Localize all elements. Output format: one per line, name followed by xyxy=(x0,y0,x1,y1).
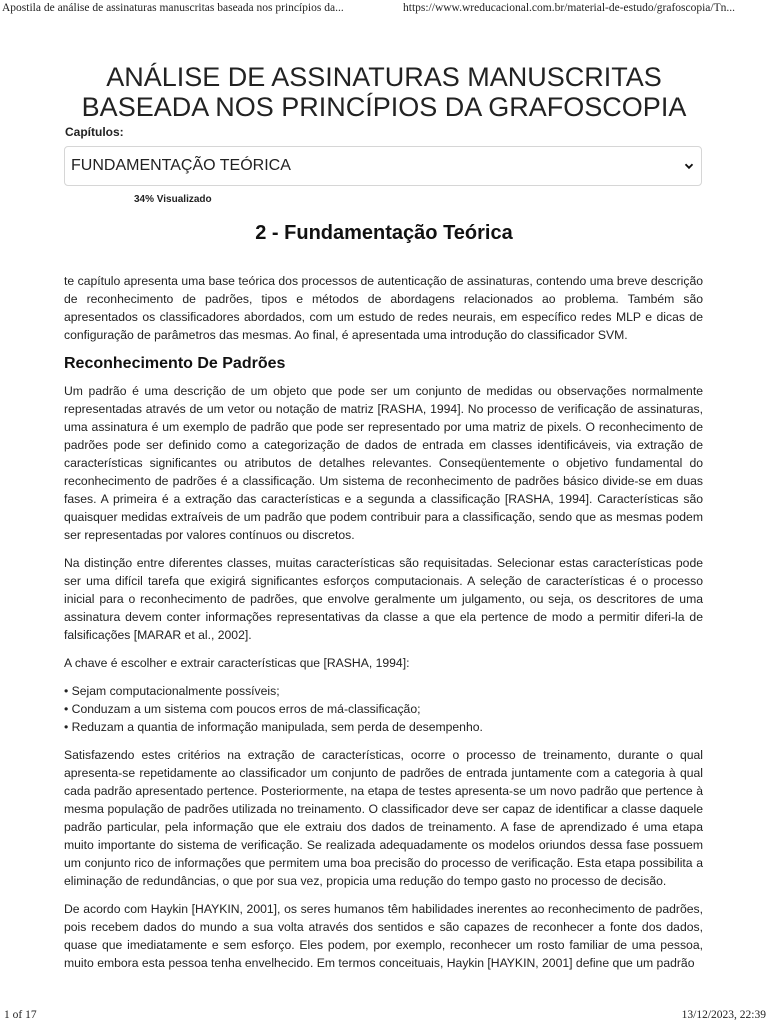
list-item: • Sejam computacionalmente possíveis; xyxy=(64,684,280,698)
paragraph-1: Um padrão é uma descrição de um objeto que pode ser um conjunto de medidas ou observações normalmente representadas através de um vetor ou notação de matriz [RASHA, 1994]. No processo de verificação de assinaturas, uma assinatura é um exemplo de padrão que pode ser representado por uma matriz de pixels. O reconhecimento de padrões pode ser definido como a categorização de dados de entrada em classes identificáveis, via extração de características significantes ou atributos de detalhes relevantes. Conseqüentemente o objetivo fundamental do reconhecimento de padrões é a classificação. Um sistema de reconhecimento de padrões básico divide-se em duas fases. A primeira é a extração das características e a segunda a classificação [RASHA, 1994]. Características são quaisquer medidas extraíveis de um padrão que podem contribuir para a classificação, sendo que as mesmas podem ser representadas por valores contínuos ou discretos. xyxy=(64,384,703,542)
paragraph-5: De acordo com Haykin [HAYKIN, 2001], os seres humanos têm habilidades inerentes ao reconhecimento de padrões, pois recebem dados do mundo a sua volta através dos sentidos e são capazes de reconhecer a fonte dos dados, quase que imediatamente e sem esforço. Eles podem, por exemplo, reconhecer um rosto familiar de uma pessoa, muito embora esta pessoa tenha envelhecido. Em termos conceituais, Haykin [HAYKIN, 2001] define que um padrão xyxy=(64,902,703,970)
print-header-url: https://www.wreducacional.com.br/material-de-estudo/grafoscopia/Tn... xyxy=(403,2,736,14)
section-heading: 2 - Fundamentação Teórica xyxy=(255,222,513,244)
chevron-down-icon xyxy=(684,161,694,171)
chapter-select-value: FUNDAMENTAÇÃO TEÓRICA xyxy=(71,157,291,174)
list-item: • Conduzam a um sistema com poucos erros de má-classificação; xyxy=(64,702,421,716)
page-title-line-2: BASEADA NOS PRINCÍPIOS DA GRAFOSCOPIA xyxy=(81,92,687,122)
print-datetime: 13/12/2023, 22:39 xyxy=(681,1009,766,1021)
page-title xyxy=(64,62,704,122)
intro-paragraph: te capítulo apresenta uma base teórica dos processos de autenticação de assinaturas, contendo uma breve descrição de reconhecimento de padrões, tipos e métodos de abordagens relacionados ao problema. Também são apresentados os classificadores abordados, com um estudo de redes neurais, em específico redes MLP e dicas de configuração de parâmetros das mesmas. Ao final, é apresentada uma introdução do classificador SVM. xyxy=(64,274,703,342)
progress-text: 34% Visualizado xyxy=(134,194,212,205)
paragraph-4: Satisfazendo estes critérios na extração de características, ocorre o processo de treinamento, durante o qual apresenta-se repetidamente ao classificador um conjunto de padrões de entrada juntamente com a categoria à qual cada padrão apresentado pertence. Posteriormente, na etapa de testes apresenta-se um novo padrão que pertence à mesma população de padrões utilizada no treinamento. O classificador deve ser capaz de identificar a classe daquele padrão particular, pela informação que ele extraiu dos dados de treinamento. A fase de aprendizado é uma etapa muito importante do sistema de verificação. Se realizada adequadamente os modelos oriundos dessa fase possuem um conjunto rico de informações que permitem uma boa precisão do processo de verificação. Esta etapa possibilita a eliminação de redundâncias, o que por sua vez, propicia uma redução do tempo gasto no processo de decisão. xyxy=(64,748,703,888)
page-title-line-1: ANÁLISE DE ASSINATURAS MANUSCRITAS xyxy=(106,62,662,92)
chapter-select[interactable] xyxy=(64,146,702,186)
page-count: 1 of 17 xyxy=(4,1009,37,1021)
subheading-pattern-recognition: Reconhecimento De Padrões xyxy=(64,355,286,372)
article-content xyxy=(64,272,703,982)
chapters-label: Capítulos: xyxy=(65,125,124,139)
paragraph-3: A chave é escolher e extrair características que [RASHA, 1994]: xyxy=(64,656,410,670)
list-item: • Reduzam a quantia de informação manipulada, sem perda de desempenho. xyxy=(64,720,483,734)
print-footer xyxy=(0,1008,768,1024)
paragraph-2: Na distinção entre diferentes classes, muitas características são requisitadas. Selecionar estas características pode ser uma difícil tarefa que exigirá significantes esforços computacionais. A seleção de características é o processo inicial para o reconhecimento de padrões, que envolve geralmente um julgamento, ou seja, os descritores de uma assinatura devem conter informações representativas da classe a que ela pertence de modo a permitir diferi-la de falsificações [MARAR et al., 2002]. xyxy=(64,556,703,642)
criteria-list xyxy=(64,682,703,736)
print-header-title: Apostila de análise de assinaturas manuscritas baseada nos princípios da... xyxy=(2,2,344,14)
print-header xyxy=(0,0,768,20)
